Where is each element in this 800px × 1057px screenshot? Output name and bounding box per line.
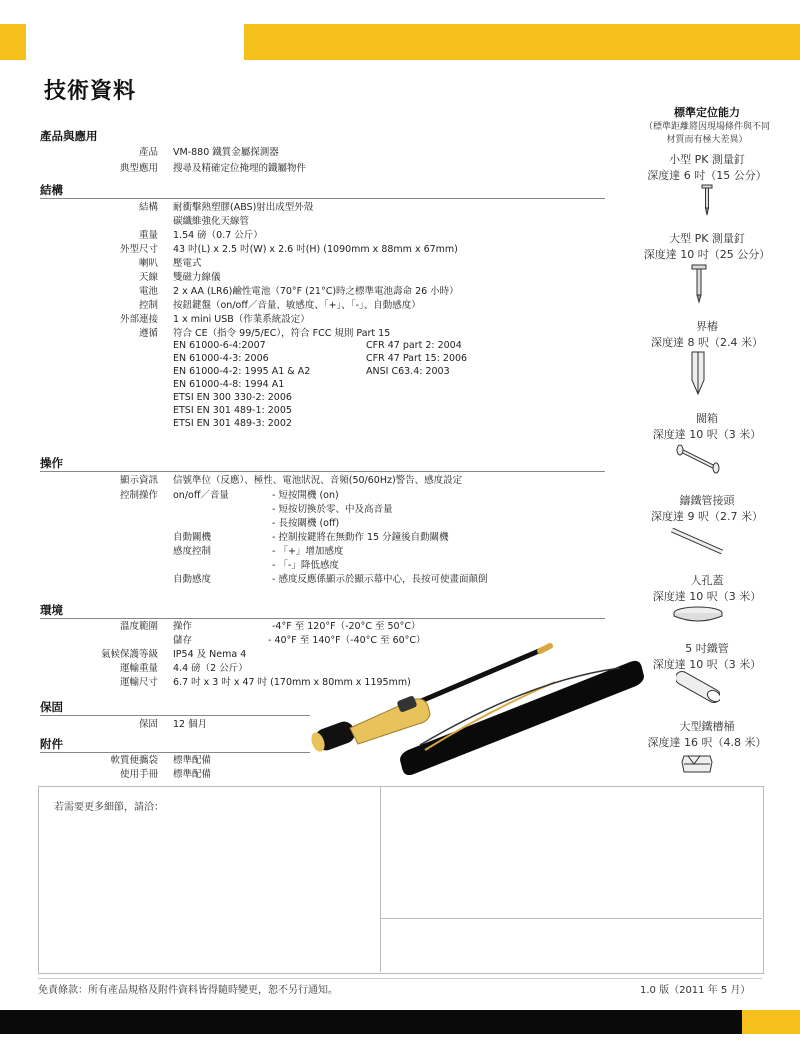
locate-item-depth-6: 深度達 10 呎（3 米） (652, 658, 762, 671)
standard-right-0: CFR 47 part 2: 2004 (366, 340, 462, 351)
connect-label: 外部連接 (119, 314, 158, 325)
right-panel-note-2: 材質而有極大差異） (666, 135, 748, 145)
locate-item-name-0: 小型 PK 測量釘 (669, 153, 745, 166)
locate-item-name-2: 界樁 (696, 320, 718, 333)
footer-line (38, 978, 762, 979)
speaker-value: 壓電式 (173, 258, 202, 269)
size-label: 外型尺寸 (119, 244, 158, 255)
weight-value: 1.54 磅（0.7 公斤） (173, 230, 263, 241)
locate-item-name-5: 人孔蓋 (690, 574, 724, 587)
locate-item-depth-3: 深度達 10 呎（3 米） (652, 428, 762, 441)
speaker-label: 喇叭 (138, 258, 158, 269)
standard-left-1: EN 61000-4-3: 2006 (173, 353, 269, 364)
locate-item-depth-0: 深度達 6 吋（15 公分） (647, 169, 767, 182)
section-structure-header: 結構 (40, 182, 605, 199)
standard-left-6: ETSI EN 301 489-3: 2002 (173, 418, 292, 429)
ip-label: 氣候保護等級 (100, 649, 158, 660)
antenna-value: 雙磁力線儀 (173, 272, 221, 283)
construction-label: 結構 (138, 202, 158, 213)
store-temp-value: - 40°F 至 140°F（-40°C 至 60°C） (268, 635, 426, 646)
locate-item-name-6: 5 吋鐵管 (685, 642, 729, 655)
standard-left-2: EN 61000-4-2: 1995 A1 & A2 (173, 366, 311, 377)
ops-sub2: 自動關機 (173, 532, 212, 543)
locate-item-depth-2: 深度達 8 呎（2.4 米） (651, 336, 763, 349)
warranty-value: 12 個月 (173, 719, 208, 730)
product-use-label: 典型應用 (119, 163, 158, 174)
standard-left-0: EN 61000-6-4:2007 (173, 340, 266, 351)
locate-item-name-4: 鑄鐵管接頭 (679, 494, 735, 507)
page-title: 技術資料 (44, 79, 137, 104)
detector-image (309, 646, 550, 753)
ship-weight-value: 4.4 磅（2 公斤） (173, 663, 248, 674)
locate-item-name-7: 大型鐵槽桶 (679, 720, 735, 733)
ops-item1-1: - 短按切換於零、中及高音量 (272, 504, 393, 515)
iron-pipe-icon (676, 670, 720, 706)
bag-value: 標準配備 (173, 755, 212, 766)
display-value: 信號準位（反應）、極性、電池狀況、音頻(50/60Hz)警告、感度設定 (173, 475, 463, 486)
display-label: 顯示資訊 (119, 475, 158, 486)
locate-item-depth-4: 深度達 9 呎（2.7 米） (651, 510, 763, 523)
battery-label: 電池 (138, 286, 158, 297)
control-label: 控制 (138, 300, 158, 311)
standard-left-5: ETSI EN 301 489-1: 2005 (173, 405, 292, 416)
store-temp-label: 儲存 (173, 635, 193, 646)
boundary-stake-icon (688, 350, 708, 396)
manhole-cover-icon (672, 604, 724, 624)
control-value: 按鈕鍵盤（on/off／音量、敏感度、「+」、「-」、自動感度） (173, 300, 421, 311)
standard-right-2: ANSI C63.4: 2003 (366, 366, 450, 377)
contact-label: 若需要更多細節，請洽： (54, 802, 164, 813)
ship-weight-label: 運輸重量 (119, 663, 158, 674)
section-accessories-header: 附件 (40, 736, 310, 753)
product-name-value: VM-880 鐵質金屬探測器 (173, 147, 279, 158)
right-panel-title: 標準定位能力 (674, 106, 740, 119)
size-value: 43 吋(L) x 2.5 吋(W) x 2.6 吋(H) (1090mm x 88mm x 67mm) (173, 244, 458, 255)
ops-item1-2: - 長按關機 (off) (272, 518, 340, 529)
section-environment-header: 環境 (40, 602, 605, 619)
construction-value-2: 碳纖維強化天線管 (173, 216, 250, 227)
ops-sub4-value: - 感度反應係顯示於顯示幕中心，長按可使畫面顛倒 (272, 574, 488, 585)
locate-item-name-3: 閥箱 (696, 412, 718, 425)
product-use-value: 搜尋及精確定位掩埋的鐵屬物件 (173, 163, 307, 174)
ops-sub3: 感度控制 (173, 546, 212, 557)
small-pk-nail-icon (700, 184, 714, 218)
ops-sub1: on/off／音量 (173, 490, 229, 501)
comply-value: 符合 CE（指令 99/5/EC），符合 FCC 規則 Part 15 (173, 328, 391, 339)
ops-item3-1: - 「-」降低感度 (272, 560, 339, 571)
manual-label: 使用手冊 (119, 769, 158, 780)
valve-box-icon (674, 444, 722, 474)
op-temp-label: 操作 (173, 621, 193, 632)
locate-item-depth-7: 深度達 16 呎（4.8 米） (647, 736, 767, 749)
locate-item-name-1: 大型 PK 測量釘 (669, 232, 745, 245)
right-panel-note-1: （標準距離將因現場條件與不同 (643, 122, 770, 132)
bottom-dark-bar (0, 1010, 800, 1034)
temp-label: 溫度範圍 (119, 621, 158, 632)
weight-label: 重量 (138, 230, 158, 241)
ops-sub2-value: - 控制按鍵將在無動作 15 分鐘後自動關機 (272, 532, 449, 543)
footer-version: 1.0 版（2011 年 5 月） (640, 985, 751, 996)
warranty-label: 保固 (138, 719, 158, 730)
ship-size-value: 6.7 吋 x 3 吋 x 47 吋 (170mm x 80mm x 1195mm) (173, 677, 411, 688)
manual-value: 標準配備 (173, 769, 212, 780)
ip-value: IP54 及 Nema 4 (173, 649, 247, 660)
ops-item3-0: - 「+」增加感度 (272, 546, 344, 557)
product-illustration (300, 640, 645, 775)
connect-value: 1 x mini USB（作業系統設定） (173, 314, 310, 325)
section-warranty-header: 保固 (40, 699, 310, 716)
antenna-label: 天線 (138, 272, 158, 283)
standard-left-4: ETSI EN 300 330-2: 2006 (173, 392, 292, 403)
op-temp-value: -4°F 至 120°F（-20°C 至 50°C） (272, 621, 421, 632)
battery-value: 2 x AA (LR6)鹼性電池（70°F (21°C)時之標準電池壽命 26 小時） (173, 286, 459, 297)
ops-sub4: 自動感度 (173, 574, 212, 585)
carry-bag-image (400, 661, 644, 775)
locate-item-depth-5: 深度達 10 呎（3 米） (652, 590, 762, 603)
section-operation-header: 操作 (40, 455, 605, 472)
contact-divider-vertical (380, 786, 381, 972)
comply-label: 遵循 (138, 328, 158, 339)
bag-label: 軟質便攜袋 (110, 755, 158, 766)
standard-right-1: CFR 47 Part 15: 2006 (366, 353, 468, 364)
standard-left-3: EN 61000-4-8: 1994 A1 (173, 379, 285, 390)
large-pk-nail-icon (690, 264, 708, 304)
product-name-label: 產品 (138, 147, 158, 158)
footer-disclaimer: 免責條款：所有產品規格及附件資料皆得隨時變更，恕不另行通知。 (38, 985, 338, 996)
steel-drum-icon (680, 750, 716, 776)
locate-item-depth-1: 深度達 10 吋（25 公分） (643, 248, 771, 261)
section-product-header: 產品與應用 (40, 129, 98, 143)
top-accent-bar (244, 24, 800, 60)
top-accent-left (0, 24, 26, 60)
construction-value-1: 耐衝擊熱塑膠(ABS)射出成型外殼 (173, 202, 314, 213)
ship-size-label: 運輸尺寸 (119, 677, 158, 688)
cast-iron-joint-icon (668, 526, 726, 556)
contact-divider-horizontal (380, 918, 762, 919)
ops-item1-0: - 短按開機 (on) (272, 490, 339, 501)
contact-box (38, 786, 764, 974)
bottom-accent-block (742, 1010, 800, 1034)
ops-label: 控制操作 (119, 490, 158, 501)
